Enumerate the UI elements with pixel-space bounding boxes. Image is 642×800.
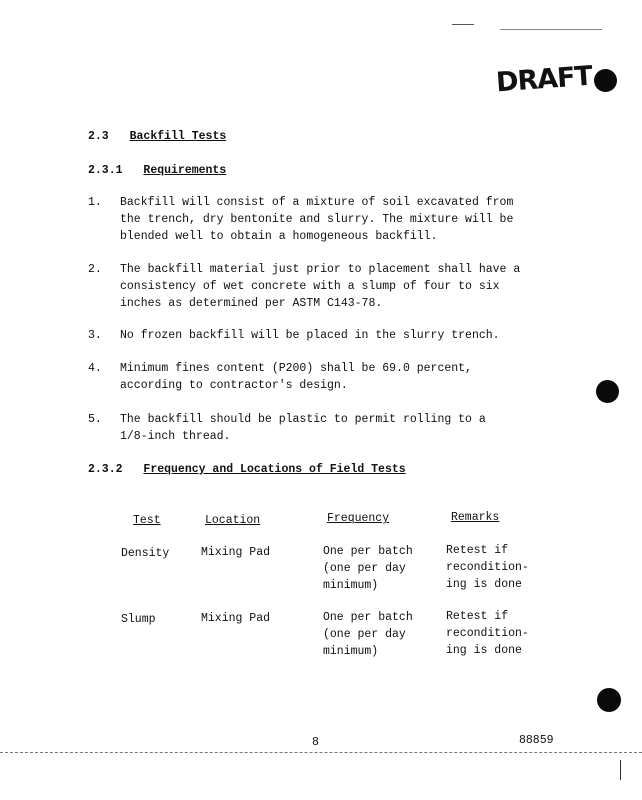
item-number: 2. (88, 263, 102, 276)
cell-remarks (446, 542, 529, 593)
item-line: 1/8-inch thread. (120, 430, 231, 443)
cell-line: ing is done (446, 644, 522, 657)
scan-speck (500, 29, 602, 30)
cell-line: recondition- (446, 561, 529, 574)
scan-speck (620, 760, 621, 780)
item-number: 1. (88, 196, 102, 209)
cell-line: One per batch (323, 545, 413, 558)
item-number: 5. (88, 413, 102, 426)
cell-location: Mixing Pad (201, 612, 271, 625)
item-line: inches as determined per ASTM C143-78. (120, 297, 383, 310)
item-line: Backfill will consist of a mixture of soil excavated from (120, 196, 514, 209)
item-line: Minimum fines content (P200) shall be 69.0 percent, (120, 362, 472, 375)
item-line: The backfill should be plastic to permit rolling to a (120, 413, 486, 426)
item-line: the trench, dry bentonite and slurry. The mixture will be (120, 213, 514, 226)
subsection-number: 2.3.2 (88, 463, 123, 476)
cell-line: (one per day (323, 628, 406, 641)
cell-frequency (323, 543, 413, 594)
cell-line: Retest if (446, 544, 509, 557)
item-line: according to contractor's design. (120, 379, 348, 392)
subsection-heading-frequency (88, 461, 406, 478)
punch-hole-bottom (597, 688, 621, 712)
cell-line: ing is done (446, 578, 522, 591)
subsection-title: Frequency and Locations of Field Tests (143, 463, 406, 476)
cell-line: Retest if (446, 610, 509, 623)
section-heading (88, 128, 226, 145)
item-line: blended well to obtain a homogeneous backfill. (120, 230, 438, 243)
cell-line: minimum) (323, 579, 379, 592)
item-number: 4. (88, 362, 102, 375)
page-number: 8 (312, 736, 319, 749)
subsection-title: Requirements (143, 164, 227, 177)
cell-line: One per batch (323, 611, 413, 624)
item-line: No frozen backfill will be placed in the slurry trench. (120, 329, 500, 342)
cell-line: minimum) (323, 645, 379, 658)
cell-test: Slump (121, 613, 156, 626)
table-header-remarks: Remarks (451, 511, 500, 524)
item-line: The backfill material just prior to placement shall have a (120, 263, 521, 276)
cell-line: recondition- (446, 627, 529, 640)
punch-hole-top (594, 69, 617, 92)
scan-edge-line (0, 752, 642, 753)
cell-line: (one per day (323, 562, 406, 575)
item-number: 3. (88, 329, 102, 342)
section-title: Backfill Tests (129, 130, 227, 143)
document-id: 88859 (519, 734, 554, 747)
subsection-number: 2.3.1 (88, 164, 123, 177)
subsection-heading-requirements (88, 162, 226, 179)
table-header-location: Location (205, 514, 261, 527)
section-number: 2.3 (88, 130, 109, 143)
scan-speck (452, 24, 474, 25)
cell-test: Density (121, 547, 170, 560)
item-line: consistency of wet concrete with a slump of four to six (120, 280, 500, 293)
cell-location: Mixing Pad (201, 546, 271, 559)
cell-frequency (323, 609, 413, 660)
cell-remarks (446, 608, 529, 659)
punch-hole-middle (596, 380, 619, 403)
table-header-frequency: Frequency (327, 512, 390, 525)
draft-stamp: DRAFT (495, 60, 593, 99)
table-header-test: Test (133, 514, 161, 527)
